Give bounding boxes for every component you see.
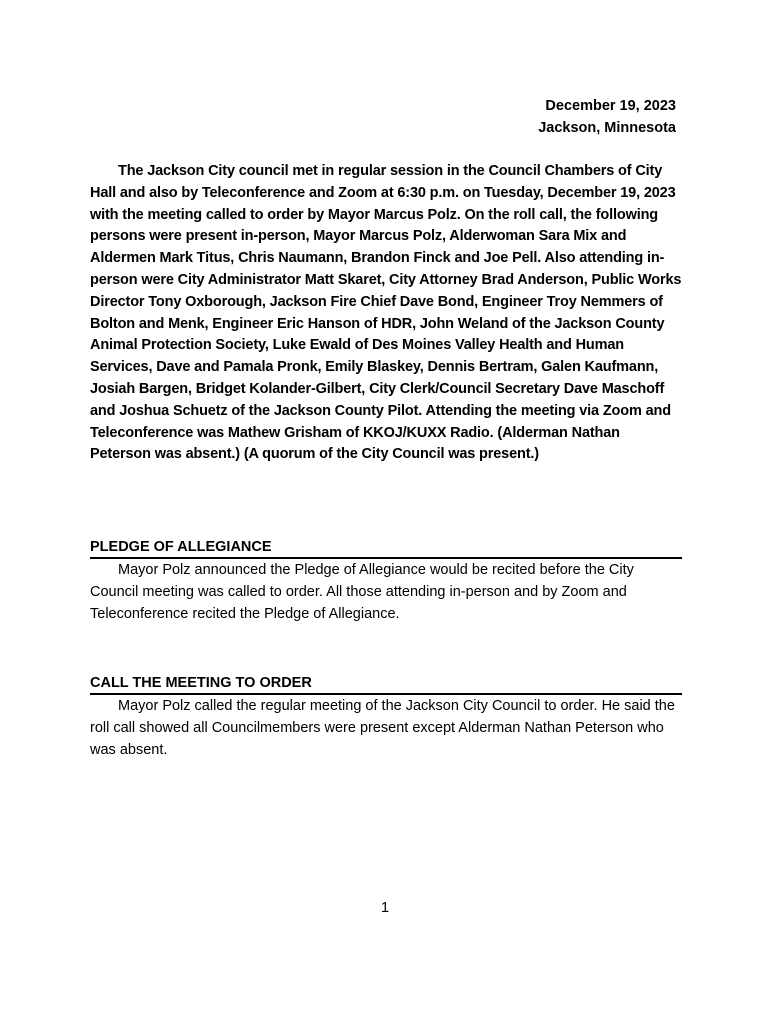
section-call-to-order bbox=[90, 674, 682, 761]
meeting-date: December 19, 2023 bbox=[545, 98, 676, 114]
section-pledge-of-allegiance bbox=[90, 538, 682, 625]
section-heading: PLEDGE OF ALLEGIANCE bbox=[90, 538, 682, 559]
intro-paragraph: The Jackson City council met in regular session in the Council Chambers of City Hall and also by Teleconference and Zoom at 6:30 p.m. on Tuesday, December 19, 2023 with the meeting called to order by Mayor Marcus Polz. On the roll call, the following persons were present in-person, Mayor Marcus Polz, Alderwoman Sara Mix and Aldermen Mark Titus, Chris Naumann, Brandon Finck and Joe Pell. Also attending in-person were City Administrator Matt Skaret, City Attorney Brad Anderson, Public Works Director Tony Oxborough, Jackson Fire Chief Dave Bond, Engineer Troy Nemmers of Bolton and Menk, Engineer Eric Hanson of HDR, John Weland of the Jackson County Animal Protection Society, Luke Ewald of Des Moines Valley Health and Human Services, Dave and Pamala Pronk, Emily Blaskey, Dennis Bertram, Galen Kaufmann, Josiah Bargen, Bridget Kolander-Gilbert, City Clerk/Council Secretary Dave Maschoff and Joshua Schuetz of the Jackson County Pilot. Attending the meeting via Zoom and Teleconference was Mathew Grisham of KKOJ/KUXX Radio. (Alderman Nathan Peterson was absent.) (A quorum of the City Council was present.) bbox=[90, 163, 682, 463]
section-body: Mayor Polz announced the Pledge of Allegiance would be recited before the City Council meeting was called to order. All those attending in-person and by Zoom and Teleconference recited the Pledge of Allegiance. bbox=[90, 562, 634, 622]
dateline bbox=[538, 95, 676, 139]
section-heading: CALL THE MEETING TO ORDER bbox=[90, 674, 682, 695]
section-body: Mayor Polz called the regular meeting of the Jackson City Council to order. He said the roll call showed all Councilmembers were present except Alderman Nathan Peterson who was absent. bbox=[90, 698, 675, 758]
meeting-location: Jackson, Minnesota bbox=[538, 120, 676, 136]
page-number: 1 bbox=[380, 900, 390, 916]
